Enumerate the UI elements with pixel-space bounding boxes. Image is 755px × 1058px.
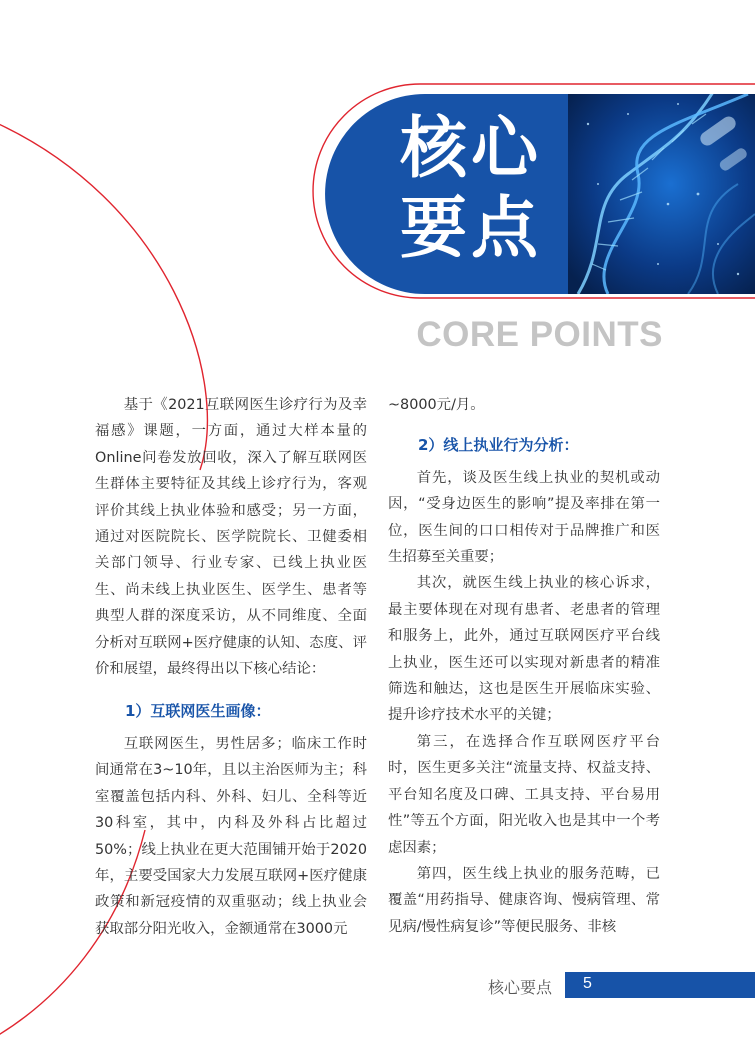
dna-photo <box>568 94 755 294</box>
page-number: 5 <box>583 975 592 992</box>
page-title-english: CORE POINTS <box>416 315 663 354</box>
behavior-paragraph-3: 第三，在选择合作互联网医疗平台时，医生更多关注“流量支持、权益支持、平台知名度及口碑、工具支持、平台易用性”等五个方面，阳光收入也是其中一个考虑因素； <box>388 733 660 856</box>
doctor-profile-paragraph: 互联网医生，男性居多；临床工作时间通常在3~10年，且以主治医师为主；科室覆盖包括内科、外科、妇儿、全科等近30科室，其中，内科及外科占比超过50%；线上执业在更大范围铺开始于2020年，主要受国家大力发展互联网+医疗健康政策和新冠疫情的双重驱动；线上执业会获取部分阳光收入，金额通常在3000元 <box>95 735 367 937</box>
footer-page-bar <box>565 972 755 998</box>
page-title-line2: 要点 <box>400 189 542 267</box>
behavior-paragraph-1: 首先，谈及医生线上执业的契机或动因，“受身边医生的影响”提及率排在第一位，医生间的口口相传对于品牌推广和医生招募至关重要； <box>388 469 660 566</box>
section-heading-online-behavior: 2）线上执业行为分析： <box>418 436 579 455</box>
right-column <box>388 392 660 940</box>
page-title-line1: 核心 <box>400 109 542 187</box>
continuation-text: ~8000元/月。 <box>388 397 485 413</box>
behavior-paragraph-4: 第四，医生线上执业的服务范畴，已覆盖“用药指导、健康咨询、慢病管理、常见病/慢性病复诊”等便民服务、非核 <box>388 865 660 935</box>
section-heading-doctor-profile: 1）互联网医生画像： <box>125 702 271 721</box>
behavior-paragraph-2: 其次，就医生线上执业的核心诉求，最主要体现在对现有患者、老患者的管理和服务上，此外，通过互联网医疗平台线上执业，医生还可以实现对新患者的精准筛选和触达，这也是医生开展临床实验、提升诊疗技术水平的关键； <box>388 575 660 724</box>
intro-paragraph: 基于《2021互联网医生诊疗行为及幸福感》课题，一方面，通过大样本量的Online问卷发放回收，深入了解互联网医生群体主要特征及其线上诊疗行为，客观评价其线上执业体验和感受；另一方面，通过对医院院长、医学院院长、卫健委相关部门领导、行业专家、已线上执业医生、尚未线上执业医生、医学生、患者等典型人群的深度采访，从不同维度、全面分析对互联网+医疗健康的认知、态度、评价和展望，最终得出以下核心结论： <box>95 397 367 678</box>
footer-section-label: 核心要点 <box>488 978 553 997</box>
left-column <box>95 392 367 942</box>
title-block <box>320 85 570 295</box>
